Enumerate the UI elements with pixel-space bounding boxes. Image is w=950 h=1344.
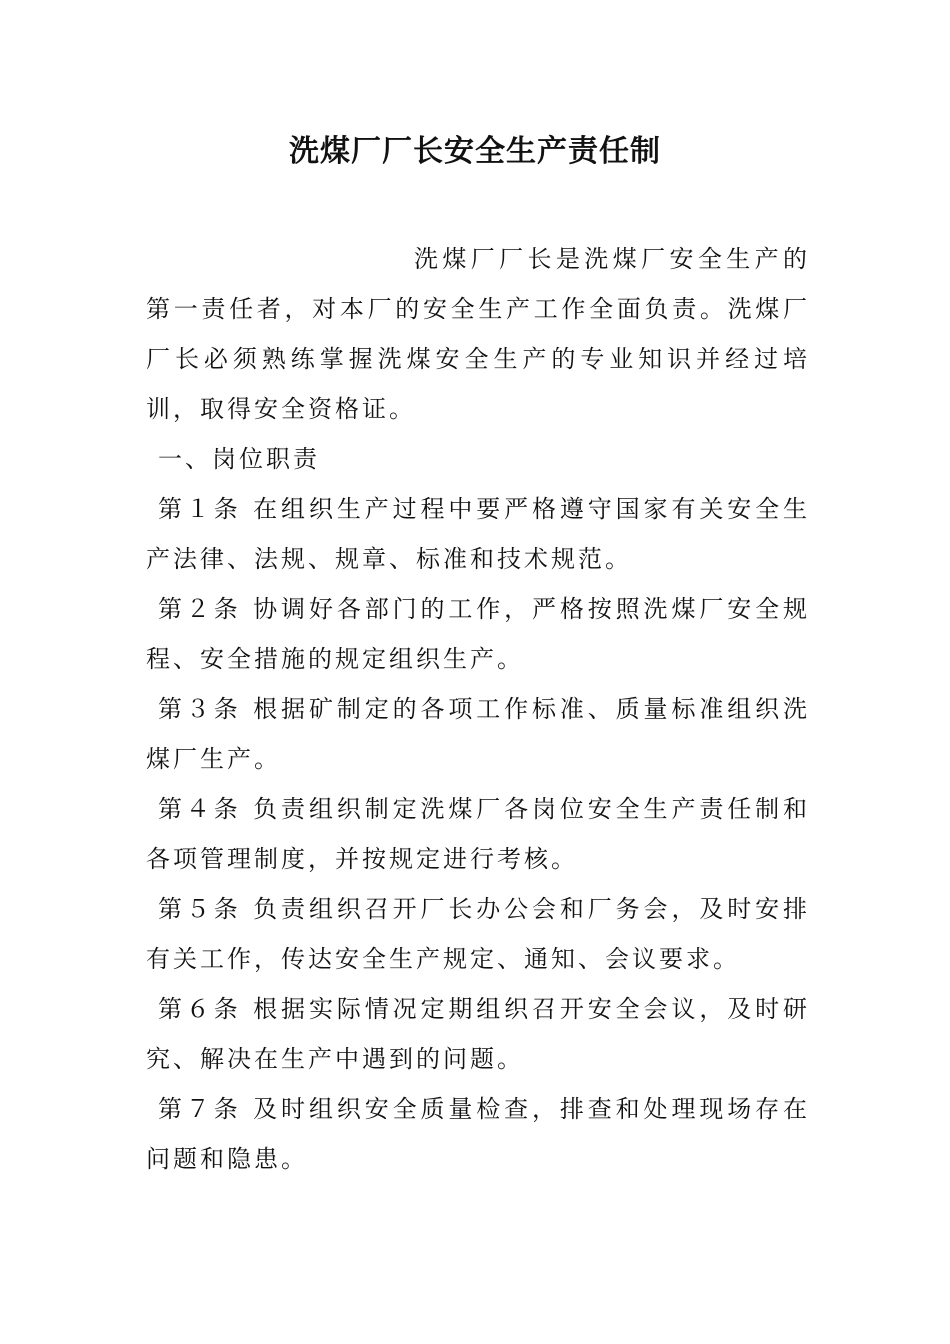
article-2: 第２条 协调好各部门的工作，严格按照洗煤厂安全规程、安全措施的规定组织生产。	[146, 595, 810, 673]
document-title: 洗煤厂厂长安全生产责任制	[289, 134, 661, 169]
article-7: 第７条 及时组织安全质量检查，排查和处理现场存在问题和隐患。	[146, 1095, 810, 1173]
article-5: 第５条 负责组织召开厂长办公会和厂务会，及时安排有关工作，传达安全生产规定、通知、会议要求。	[146, 895, 810, 973]
section-heading: 一、岗位职责	[158, 445, 320, 473]
article-6: 第６条 根据实际情况定期组织召开安全会议，及时研究、解决在生产中遇到的问题。	[146, 995, 810, 1073]
document-body	[146, 234, 810, 1184]
article-1: 第１条 在组织生产过程中要严格遵守国家有关安全生产法律、法规、规章、标准和技术规范。	[146, 495, 810, 573]
article-3: 第３条 根据矿制定的各项工作标准、质量标准组织洗煤厂生产。	[146, 695, 810, 773]
article-4: 第４条 负责组织制定洗煤厂各岗位安全生产责任制和各项管理制度，并按规定进行考核。	[146, 795, 810, 873]
intro-paragraph: 洗煤厂厂长是洗煤厂安全生产的第一责任者，对本厂的安全生产工作全面负责。洗煤厂厂长必须熟练掌握洗煤安全生产的专业知识并经过培训，取得安全资格证。	[146, 245, 810, 423]
